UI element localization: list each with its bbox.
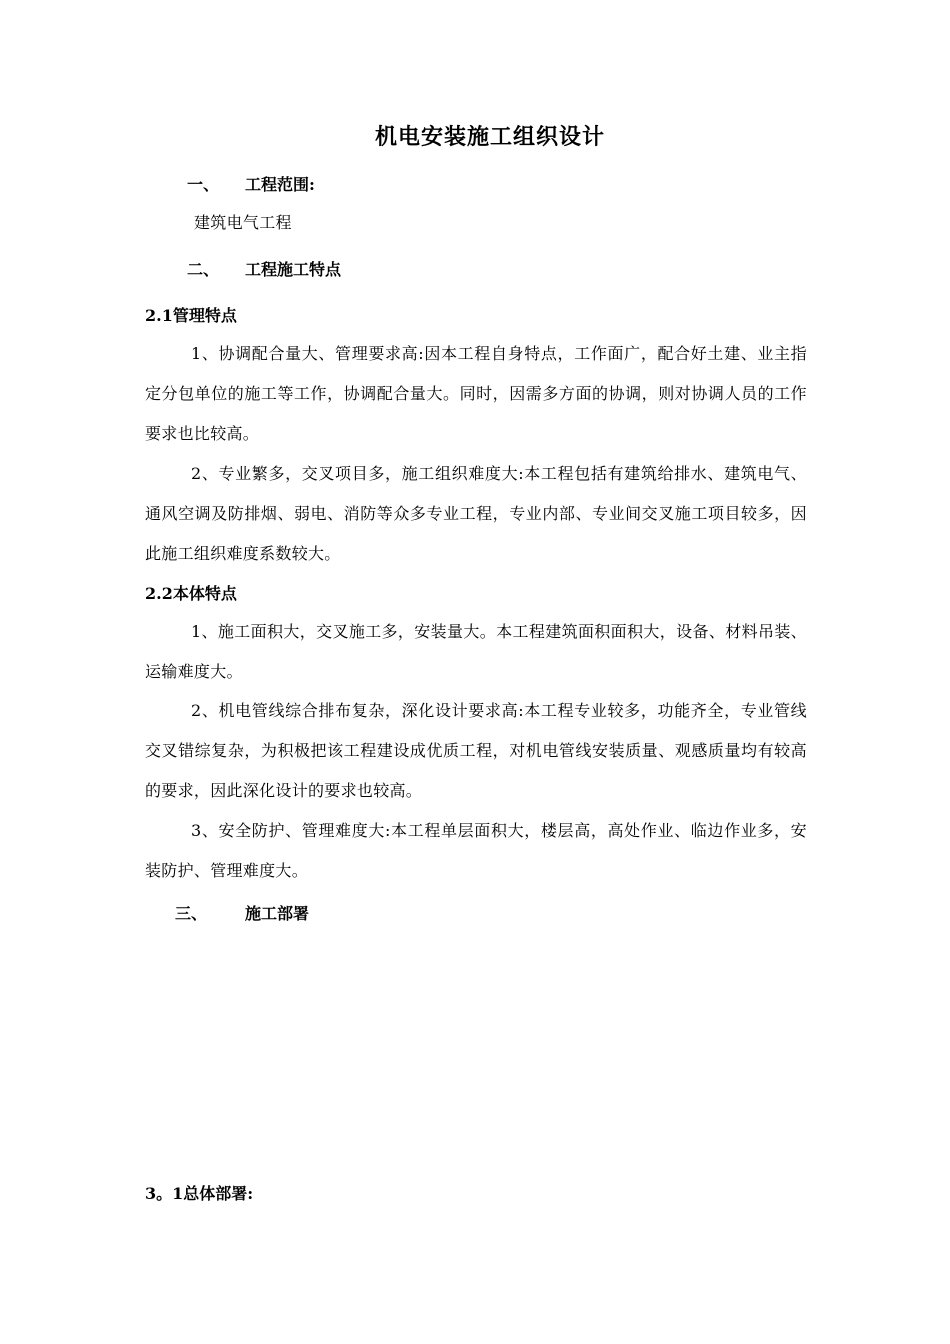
section-1-content: 建筑电气工程: [194, 213, 292, 232]
paragraph-2-1-2: 2、专业繁多，交叉项目多，施工组织难度大:本工程包括有建筑给排水、建筑电气、通风空调及防排烟、弱电、消防等众多专业工程，专业内部、专业间交叉施工项目较多，因此施工组织难度系数较大。: [145, 464, 807, 563]
section-1-title: 工程范围:: [245, 175, 315, 194]
paragraph-2-2-1: 1、施工面积大，交叉施工多，安装量大。本工程建筑面积面积大，设备、材料吊装、运输难度大。: [145, 622, 807, 681]
section-2-title: 工程施工特点: [245, 260, 342, 279]
section-2-heading: [187, 257, 407, 279]
paragraph-2-2-3: 3、安全防护、管理难度大:本工程单层面积大，楼层高，高处作业、临边作业多，安装防护、管理难度大。: [145, 821, 807, 880]
section-1-number: 一、: [187, 175, 220, 194]
subsection-3-1-heading: 3。1总体部署:: [145, 1184, 254, 1203]
paragraph-2-1-1: 1、协调配合量大、管理要求高:因本工程自身特点，工作面广，配合好土建、业主指定分包单位的施工等工作，协调配合量大。同时，因需多方面的协调，则对协调人员的工作要求也比较高。: [145, 344, 807, 443]
section-3-heading: [175, 901, 375, 923]
subsection-2-1-heading: 2.1管理特点: [145, 306, 237, 325]
section-3-title: 施工部署: [245, 904, 310, 923]
document-title: 机电安装施工组织设计: [374, 124, 605, 150]
section-3-number: 三、: [175, 904, 208, 923]
paragraph-2-2-2: 2、机电管线综合排布复杂，深化设计要求高:本工程专业较多，功能齐全，专业管线交叉错综复杂，为积极把该工程建设成优质工程，对机电管线安装质量、观感质量均有较高的要求，因此深化设计的要求也较高。: [145, 701, 807, 800]
section-1-heading: [187, 172, 387, 194]
subsection-2-2-heading: 2.2本体特点: [145, 584, 237, 603]
section-2-number: 二、: [187, 260, 220, 279]
